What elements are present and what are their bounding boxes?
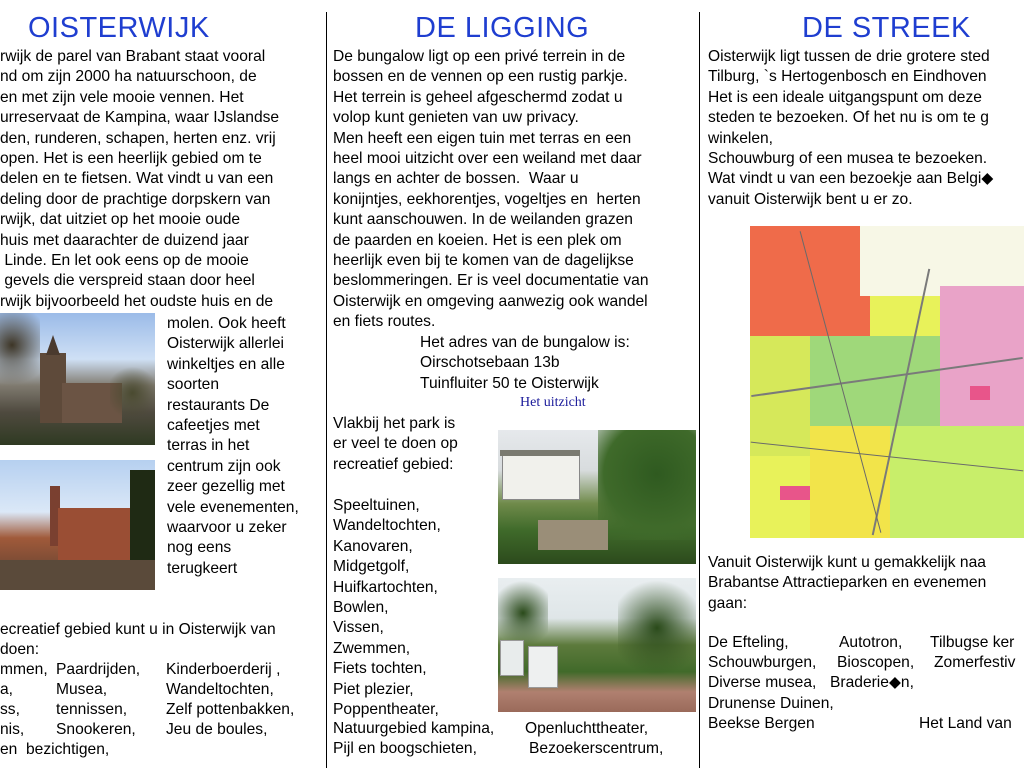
town-building-photo xyxy=(0,460,155,590)
grid-cell: a, xyxy=(0,681,14,698)
grid-cell: Pijl en boogschieten, xyxy=(333,740,477,757)
grid-cell: Snookeren, xyxy=(56,721,136,738)
heading-de-streek: DE STREEK xyxy=(802,12,971,44)
column-oisterwijk xyxy=(0,0,325,768)
grid-cell: en bezichtigen, xyxy=(0,741,110,758)
streek-intro: Oisterwijk ligt tussen de drie grotere sted Tilburg, `s Hertogenbosch en Eindhoven Het is een ideale uitgangspunt om deze steden te bezoeken. Of het nu is om te g winkelen, Schouwburg of een musea te bezoeken. Wat vindt u van een bezoekje aan Belgi◆ vanuit Oisterwijk bent u er zo. xyxy=(708,48,994,208)
grid-cell: Openluchttheater, xyxy=(525,720,649,737)
bungalow-address: Het adres van de bungalow is: Oirschotsebaan 13b Tuinfluiter 50 te Oisterwijk xyxy=(420,334,630,392)
garden-photo xyxy=(498,578,696,712)
grid-cell: Paardrijden, xyxy=(56,661,141,678)
activities-list: Speeltuinen, Wandeltochten, Kanovaren, Midgetgolf, Huifkartochten, Bowlen, Vissen, Zwemmen, Fiets tochten, Piet plezier, Poppentheater, xyxy=(333,497,441,719)
grid-cell: tennissen, xyxy=(56,701,128,718)
oisterwijk-side-text: molen. Ook heeft Oisterwijk allerlei winkeltjes en alle soorten restaurants De cafeetjes met terras in het centrum zijn ook zeer gezellig met vele evenementen, waarvoor u zeker nog eens terugkeert xyxy=(167,315,299,577)
column-de-streek xyxy=(702,0,1024,768)
grid-cell: Natuurgebied kampina, xyxy=(333,720,495,737)
parks-intro: Vanuit Oisterwijk kunt u gemakkelijk naa Brabantse Attractieparken en evenemen gaan: xyxy=(708,554,987,612)
grid-cell: Zomerfestiv xyxy=(934,654,1016,671)
church-photo xyxy=(0,313,155,445)
grid-cell: Braderie◆n, xyxy=(830,674,914,691)
bungalow-photo xyxy=(498,430,696,564)
grid-cell: Bezoekerscentrum, xyxy=(529,740,664,757)
recreation-intro: ecreatief gebied kunt u in Oisterwijk van doen: xyxy=(0,621,276,659)
grid-cell: Tilbugse ker xyxy=(930,634,1015,651)
bottom-activities xyxy=(333,719,693,761)
grid-cell: Kinderboerderij , xyxy=(166,661,281,678)
column-de-ligging xyxy=(329,0,697,768)
oisterwijk-intro: rwijk de parel van Brabant staat vooral nd om zijn 2000 ha natuurschoon, de en met zijn vele mooie vennen. Het urreservaat de Kampina, waar IJslandse den, runderen, schapen, herten enz. vrij open. Het is een heerlijk gebied om te delen en te fietsen. Wat vindt u van een deling door de prachtige dorpskern van rwijk, dat uitziet op het mooie oude huis met daarachter de duizend jaar Linde. En let ook eens op de mooie gevels die verspreid staan door heel rwijk bijvoorbeeld het oudste huis en de xyxy=(0,48,280,310)
grid-cell: Zelf pottenbakken, xyxy=(166,701,295,718)
photo-caption: Het uitzicht xyxy=(520,395,586,410)
grid-cell: Bioscopen, xyxy=(837,654,915,671)
attractions-grid xyxy=(708,633,1024,737)
grid-cell: Schouwburgen, xyxy=(708,654,817,671)
column-divider xyxy=(699,12,700,768)
grid-cell: ss, xyxy=(0,701,20,718)
grid-cell: Beekse Bergen xyxy=(708,715,815,732)
grid-cell: nis, xyxy=(0,721,25,738)
ligging-body: De bungalow ligt op een privé terrein in de bossen en de vennen op een rustig parkje. Het terrein is geheel afgeschermd zodat u volop kunt genieten van uw privacy. Men heeft een eigen tuin met terras en een heel mooi uitzicht over een weiland met daar langs en achter de bossen. Waar u konijntjes, eekhorentjes, vogeltjes en herten kunt aanschouwen. In de weilanden grazen de paarden en koeien. Het is een plek om heerlijk even bij te komen van de dagelijkse beslommeringen. Er is veel documentatie van Oisterwijk en omgeving aanwezig ook wandel en fiets routes. xyxy=(333,48,649,331)
grid-cell: Wandeltochten, xyxy=(166,681,274,698)
recreation-grid xyxy=(0,660,325,765)
grid-cell: Diverse musea, xyxy=(708,674,817,691)
grid-cell: Drunense Duinen, xyxy=(708,695,834,712)
column-divider xyxy=(326,12,327,768)
nearby-intro: Vlakbij het park is er veel te doen op recreatief gebied: xyxy=(333,415,458,473)
grid-cell: Musea, xyxy=(56,681,108,698)
heading-de-ligging: DE LIGGING xyxy=(415,12,590,44)
map-image xyxy=(750,226,1024,538)
grid-cell: Autotron, xyxy=(839,634,903,651)
grid-cell: De Efteling, xyxy=(708,634,789,651)
grid-cell: Het Land van xyxy=(919,715,1012,732)
grid-cell: mmen, xyxy=(0,661,48,678)
heading-oisterwijk: OISTERWIJK xyxy=(28,12,210,44)
grid-cell: Jeu de boules, xyxy=(166,721,268,738)
